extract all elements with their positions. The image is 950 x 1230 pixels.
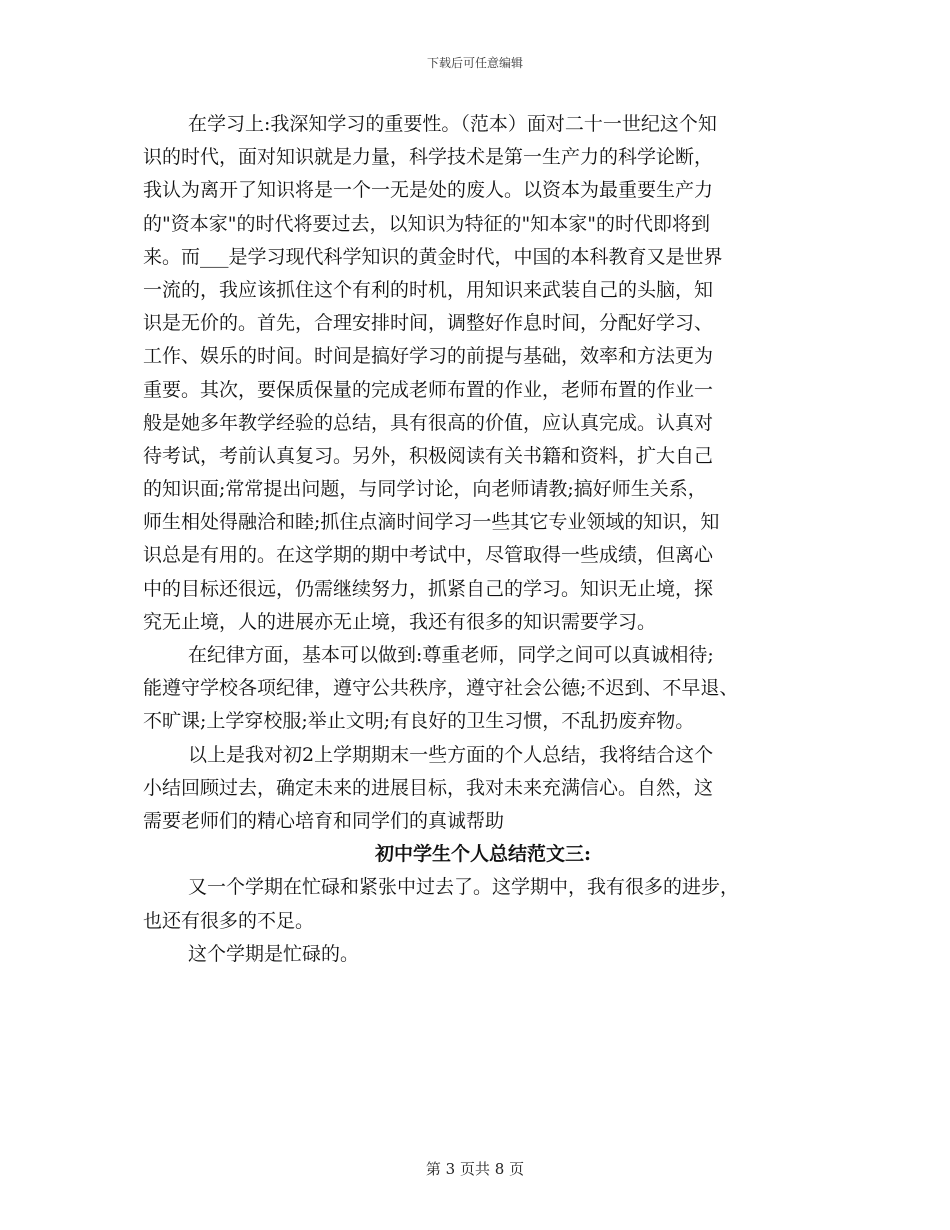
paragraph-line: 也还有很多的不足。 [143, 909, 315, 932]
section-heading: 初中学生个人总结范文三: [374, 843, 591, 866]
page-header: 下载后可任意编辑 [426, 56, 523, 70]
paragraph-line: 能遵守学校各项纪律，遵守公共秩序，遵守社会公德;不迟到、不早退、 [143, 677, 739, 700]
paragraph-line: 在学习上:我深知学习的重要性。（范本）面对二十一世纪这个知 [188, 113, 717, 135]
paragraph-line: 识总是有用的。在这学期的期中考试中，尽管取得一些成绩，但离心 [143, 544, 714, 567]
paragraph-line: 在纪律方面，基本可以做到:尊重老师，同学之间可以真诚相待; [188, 644, 714, 666]
paragraph-line: 师生相处得融洽和睦;抓住点滴时间学习一些其它专业领域的知识，知 [143, 511, 720, 534]
paragraph-line: 待考试，考前认真复习。另外，积极阅读有关书籍和资料，扩大自己 [143, 444, 714, 467]
paragraph-line: 的知识面;常常提出问题，与同学讨论，向老师请教;搞好师生关系， [143, 478, 707, 501]
paragraph-line: 小结回顾过去，确定未来的进展目标，我对未来充满信心。自然，这 [143, 776, 714, 799]
paragraph-line: 来。而___是学习现代科学知识的黄金时代，中国的本科教育又是世界 [143, 245, 723, 268]
paragraph-line: 的"资本家"的时代将要过去，以知识为特征的"知本家"的时代即将到 [143, 212, 710, 235]
paragraph-line: 不旷课;上学穿校服;举止文明;有良好的卫生习惯，不乱扔废弃物。 [143, 710, 695, 733]
paragraph-line: 我认为离开了知识将是一个一无是处的废人。以资本为最重要生产力 [143, 179, 714, 202]
paragraph-line: 识是无价的。首先，合理安排时间，调整好作息时间，分配好学习、 [143, 312, 714, 335]
paragraph-line: 般是她多年教学经验的总结，具有很高的价值，应认真完成。认真对 [143, 411, 714, 434]
paragraph-line: 又一个学期在忙碌和紧张中过去了。这学期中，我有很多的进步， [188, 876, 740, 899]
paragraph-line: 究无止境，人的进展亦无止境，我还有很多的知识需要学习。 [143, 610, 657, 633]
paragraph-line: 这个学期是忙碌的。 [188, 942, 360, 965]
paragraph-line: 识的时代，面对知识就是力量，科学技术是第一生产力的科学论断， [143, 146, 714, 169]
page-footer: 第 3 页共 8 页 [425, 1160, 525, 1178]
paragraph-line: 中的目标还很远，仍需继续努力，抓紧自己的学习。知识无止境，探 [143, 577, 714, 600]
paragraph-line: 工作、娱乐的时间。时间是搞好学习的前提与基础，效率和方法更为 [143, 345, 714, 368]
paragraph-line: 一流的，我应该抓住这个有利的时机，用知识来武装自己的头脑，知 [143, 278, 714, 301]
paragraph-line: 重要。其次，要保质保量的完成老师布置的作业，老师布置的作业一 [143, 378, 714, 401]
document-body [143, 108, 823, 971]
paragraph-line: 以上是我对初2上学期期末一些方面的个人总结，我将结合这个 [188, 743, 714, 766]
paragraph-line: 需要老师们的精心培育和同学们的真诚帮助 [143, 809, 505, 832]
